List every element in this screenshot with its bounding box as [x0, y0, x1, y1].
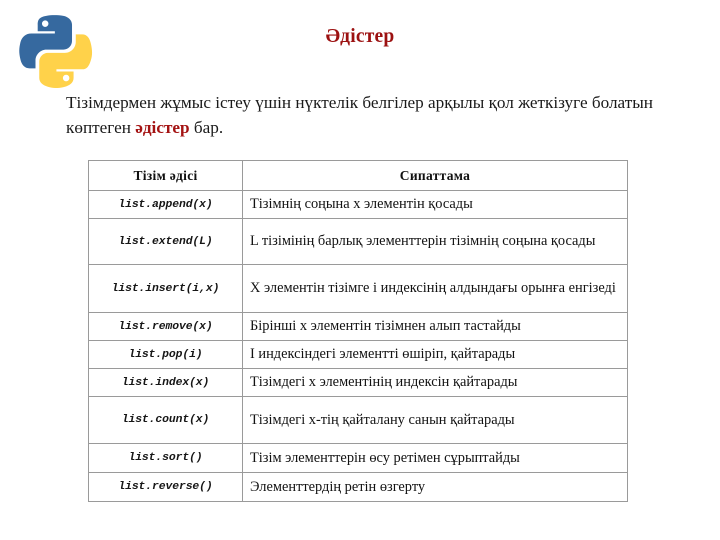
- page-title: Әдістер: [325, 26, 395, 47]
- intro-line-2-before: жеткізуге болатын көптеген: [66, 93, 654, 137]
- table-row: [89, 219, 628, 265]
- method-description: X элементін тізімге i индексінің алдындағы орынға енгізеді: [243, 265, 628, 313]
- column-header-method: Тізім әдісі: [89, 161, 243, 191]
- list-methods-table: [88, 160, 628, 502]
- method-name: list.pop(i): [89, 341, 243, 369]
- table-row: [89, 341, 628, 369]
- method-description: L тізімінің барлық элементтерін тізімнің соңына қосады: [243, 219, 628, 265]
- table-row: [89, 473, 628, 502]
- table-header-row: [89, 161, 628, 191]
- python-logo: [16, 10, 94, 88]
- method-description: Бірінші x элементін тізімнен алып тастайды: [243, 313, 628, 341]
- method-name: list.insert(i,x): [89, 265, 243, 313]
- method-name: list.index(x): [89, 369, 243, 397]
- table-row: [89, 265, 628, 313]
- intro-paragraph: [66, 90, 670, 140]
- table-row: [89, 313, 628, 341]
- method-description: Элементтердің ретін өзгерту: [243, 473, 628, 502]
- method-name: list.remove(x): [89, 313, 243, 341]
- method-description: I индексіндегі элементті өшіріп, қайтарады: [243, 341, 628, 369]
- intro-line-1: Тізімдермен жұмыс істеу үшін нүктелік белгілер арқылы қол: [66, 93, 514, 112]
- table-row: [89, 444, 628, 473]
- method-name: list.reverse(): [89, 473, 243, 502]
- method-description: Тізім элементтерін өсу ретімен сұрыптайды: [243, 444, 628, 473]
- method-name: list.sort(): [89, 444, 243, 473]
- method-name: list.append(x): [89, 191, 243, 219]
- intro-accent-word: әдістер: [135, 118, 190, 137]
- method-name: list.count(x): [89, 397, 243, 444]
- intro-line-2-after: бар.: [189, 118, 224, 137]
- column-header-description: Сипаттама: [243, 161, 628, 191]
- method-name: list.extend(L): [89, 219, 243, 265]
- method-description: Тізімдегі x-тің қайталану санын қайтарады: [243, 397, 628, 444]
- table-row: [89, 191, 628, 219]
- method-description: Тізімдегі x элементінің индексін қайтарады: [243, 369, 628, 397]
- table-row: [89, 369, 628, 397]
- method-description: Тізімнің соңына x элементін қосады: [243, 191, 628, 219]
- table-row: [89, 397, 628, 444]
